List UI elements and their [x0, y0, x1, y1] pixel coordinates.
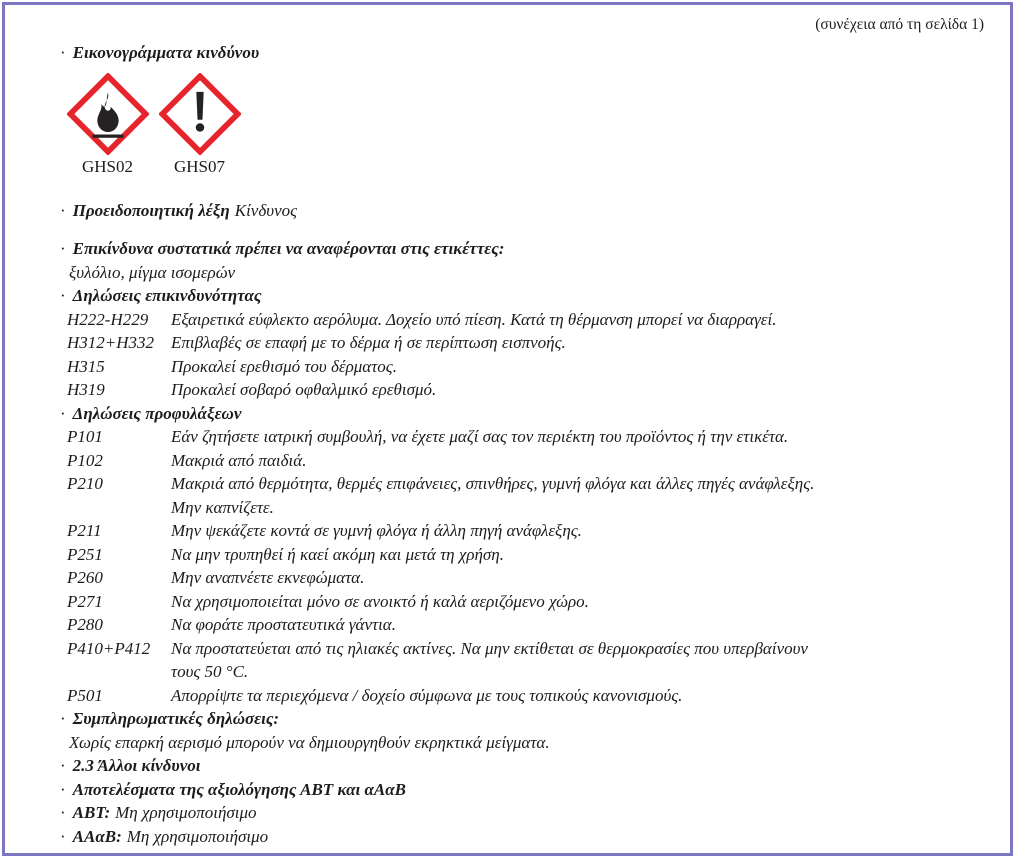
precautionary-statements-title-text: Δηλώσεις προφυλάξεων: [72, 403, 242, 423]
precaution-text: Εάν ζητήσετε ιατρική συμβουλή, να έχετε μαζί σας τον περιέκτη του προϊόντος ή την ετικέτα.: [171, 427, 789, 446]
pictogram-ghs07: [157, 73, 242, 177]
bullet-marker: ·: [60, 200, 66, 220]
precautionary-statement-row: [67, 613, 984, 637]
precaution-code: P260: [67, 568, 103, 587]
precautionary-statement-row: [67, 590, 984, 614]
bullet-marker: ·: [60, 756, 66, 775]
hazard-text: Επιβλαβές σε επαφή με το δέρμα ή σε περίπτωση εισπνοής.: [171, 333, 566, 352]
hazard-text: Προκαλεί σοβαρό οφθαλμικό ερεθισμό.: [171, 380, 437, 399]
signal-word-line: [55, 199, 984, 223]
precautionary-statement-row: [67, 543, 984, 567]
pbt-line: [55, 801, 984, 825]
pbt-value: Μη χρησιμοποιήσιμο: [115, 803, 257, 822]
precaution-code: P101: [67, 427, 103, 446]
precautionary-statement-row: [67, 684, 984, 708]
bullet-marker: ·: [60, 43, 66, 62]
signal-word-label: Προειδοποιητική λέξη: [72, 200, 230, 220]
precaution-text: Να προστατεύεται από τις ηλιακές ακτίνες. Να μην εκτίθεται σε θερμοκρασίες που υπερβαίνουν τους 50 °C.: [171, 638, 808, 681]
bullet-marker: ·: [60, 709, 66, 728]
precaution-text: Μακριά από θερμότητα, θερμές επιφάνειες, σπινθήρες, γυμνή φλόγα και άλλες πηγές ανάφλεξης. Μην καπνίζετε.: [171, 474, 815, 517]
precautionary-statement-row: [67, 449, 984, 473]
hazard-statements-title-text: Δηλώσεις επικινδυνότητας: [72, 286, 262, 305]
precaution-code: P271: [67, 591, 103, 611]
bullet-marker: ·: [60, 779, 66, 799]
bullet-marker: ·: [60, 826, 66, 846]
hazard-text: Προκαλεί ερεθισμό του δέρματος.: [171, 356, 397, 376]
bullet-marker: ·: [60, 403, 66, 423]
precaution-code: P280: [67, 615, 103, 634]
pictogram-code-label: GHS02: [81, 156, 133, 176]
hazard-statement-row: [67, 308, 984, 332]
precaution-text: Μην ψεκάζετε κοντά σε γυμνή φλόγα ή άλλη πηγή ανάφλεξης.: [171, 521, 582, 540]
flame-icon: [67, 73, 149, 155]
pbt-label: ΑΒΤ:: [72, 803, 111, 822]
document-frame: [2, 2, 1013, 856]
pictogram-row: [65, 73, 984, 177]
hazard-statement-row: [67, 355, 984, 379]
hazardous-components-title-text: Επικίνδυνα συστατικά πρέπει να αναφέρονται στις ετικέττες:: [72, 239, 505, 258]
precaution-text: Μακριά από παιδιά.: [171, 450, 307, 470]
hazard-text: Εξαιρετικά εύφλεκτο αερόλυμα. Δοχείο υπό πίεση. Κατά τη θέρμανση μπορεί να διαρραγεί.: [171, 309, 777, 329]
section-title-supplementary: [55, 707, 984, 731]
precaution-code: P501: [67, 685, 103, 705]
hazard-code: H222-H229: [67, 309, 149, 329]
section-title-hazard-statements: [55, 284, 984, 308]
signal-word-value: Κίνδυνος: [234, 200, 298, 220]
hazard-statement-row: [67, 378, 984, 402]
precautionary-statement-row: [67, 566, 984, 590]
precautionary-statement-row: [67, 519, 984, 543]
other-hazards-title-text: 2.3 Άλλοι κίνδυνοι: [72, 756, 201, 775]
pbt-results-title-text: Αποτελέσματα της αξιολόγησης ΑΒΤ και αΑαΒ: [72, 779, 406, 799]
vpvb-line: [55, 825, 984, 849]
precautionary-statement-row: [67, 637, 984, 684]
section-title-other-hazards: [55, 754, 984, 778]
pictogram-ghs02: [65, 73, 150, 177]
hazardous-components-value: ξυλόλιο, μίγμα ισομερών: [69, 262, 236, 282]
section-title-pictograms: [55, 41, 984, 65]
precaution-text: Μην αναπνέετε εκνεφώματα.: [171, 568, 365, 587]
section-title-hazardous-components: [55, 237, 984, 261]
hazard-code: H319: [67, 380, 105, 399]
precaution-code: P210: [67, 474, 103, 493]
precaution-code: P251: [67, 544, 103, 564]
bullet-marker: ·: [60, 286, 66, 305]
pictogram-code-label: GHS07: [173, 156, 225, 176]
precaution-code: P211: [67, 521, 102, 540]
precaution-code: P102: [67, 450, 103, 470]
hazard-code: H312+H332: [67, 333, 155, 352]
precautionary-statement-row: [67, 425, 984, 449]
hazard-code: H315: [67, 356, 105, 376]
precaution-text: Να χρησιμοποιείται μόνο σε ανοικτό ή καλά αεριζόμενο χώρο.: [171, 591, 589, 611]
precaution-text: Να μην τρυπηθεί ή καεί ακόμη και μετά τη χρήση.: [171, 544, 504, 564]
supplementary-title-text: Συμπληρωματικές δηλώσεις:: [72, 709, 280, 728]
continuation-note: (συνέχεια από τη σελίδα 1): [815, 16, 984, 33]
precaution-text: Απορρίψτε τα περιεχόμενα / δοχείο σύμφωνα με τους τοπικούς κανονισμούς.: [171, 685, 683, 705]
bullet-marker: ·: [60, 803, 66, 822]
precaution-text: Να φοράτε προστατευτικά γάντια.: [171, 615, 396, 634]
pictograms-title-text: Εικονογράμματα κινδύνου: [72, 43, 260, 62]
section-title-pbt-results: [55, 778, 984, 802]
exclamation-icon: [159, 73, 241, 155]
vpvb-label: ΑΑαΒ:: [72, 826, 122, 846]
hazard-statement-row: [67, 331, 984, 355]
section-title-precautionary-statements: [55, 402, 984, 426]
precautionary-statement-row: [67, 472, 984, 519]
supplementary-text: Χωρίς επαρκή αερισμό μπορούν να δημιουργηθούν εκρηκτικά μείγματα.: [69, 732, 550, 752]
vpvb-value: Μη χρησιμοποιήσιμο: [126, 826, 269, 846]
precaution-code: P410+P412: [67, 638, 151, 658]
bullet-marker: ·: [60, 239, 66, 258]
